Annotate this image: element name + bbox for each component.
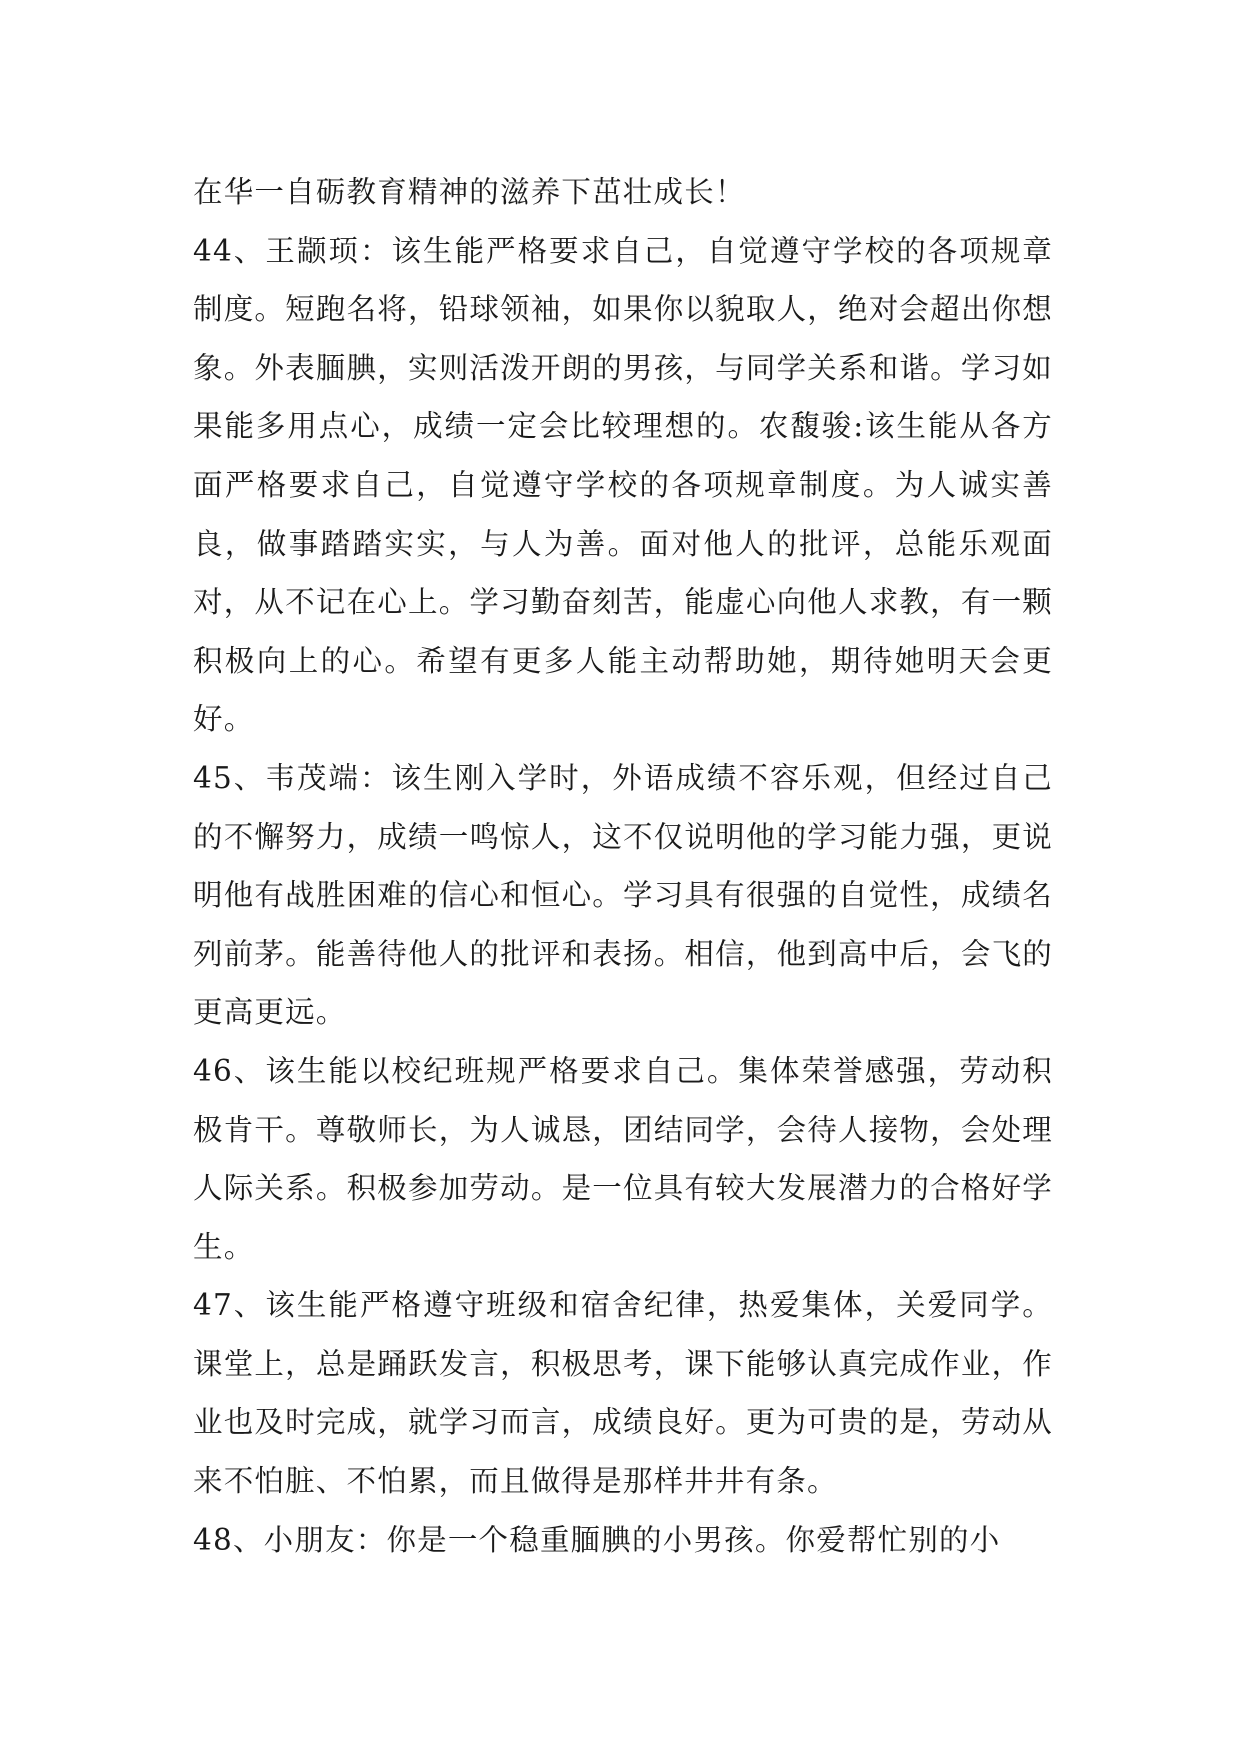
paragraph-comment-44: 44、王颛顼：该生能严格要求自己，自觉遵守学校的各项规章制度。短跑名将，铅球领袖，如果你以貌取人，绝对会超出你想象。外表腼腆，实则活泼开朗的男孩，与同学关系和谐。学习如果能多用点心，成绩一定会比较理想的。农馥骏:该生能从各方面严格要求自己，自觉遵守学校的各项规章制度。为人诚实善良，做事踏踏实实，与人为善。面对他人的批评，总能乐观面对，从不记在心上。学习勤奋刻苦，能虚心向他人求教，有一颗积极向上的心。希望有更多人能主动帮助她，期待她明天会更好。	[193, 233, 1053, 737]
document-body	[193, 163, 1053, 1569]
paragraph-comment-48: 48、小朋友：你是一个稳重腼腆的小男孩。你爱帮忙别的小	[193, 1522, 1001, 1557]
paragraph-continuation: 在华一自砺教育精神的滋养下茁壮成长！	[193, 175, 746, 209]
paragraph-comment-45: 45、韦茂端：该生刚入学时，外语成绩不容乐观，但经过自己的不懈努力，成绩一鸣惊人，这不仅说明他的学习能力强，更说明他有战胜困难的信心和恒心。学习具有很强的自觉性，成绩名列前茅。能善待他人的批评和表扬。相信，他到高中后，会飞的更高更远。	[193, 760, 1053, 1030]
paragraph-comment-46: 46、该生能以校纪班规严格要求自己。集体荣誉感强，劳动积极肯干。尊敬师长，为人诚恳，团结同学，会待人接物，会处理人际关系。积极参加劳动。是一位具有较大发展潜力的合格好学生。	[193, 1053, 1053, 1264]
paragraph-comment-47: 47、该生能严格遵守班级和宿舍纪律，热爱集体，关爱同学。课堂上，总是踊跃发言，积极思考，课下能够认真完成作业，作业也及时完成，就学习而言，成绩良好。更为可贵的是，劳动从来不怕脏、不怕累，而且做得是那样井井有条。	[193, 1288, 1053, 1499]
